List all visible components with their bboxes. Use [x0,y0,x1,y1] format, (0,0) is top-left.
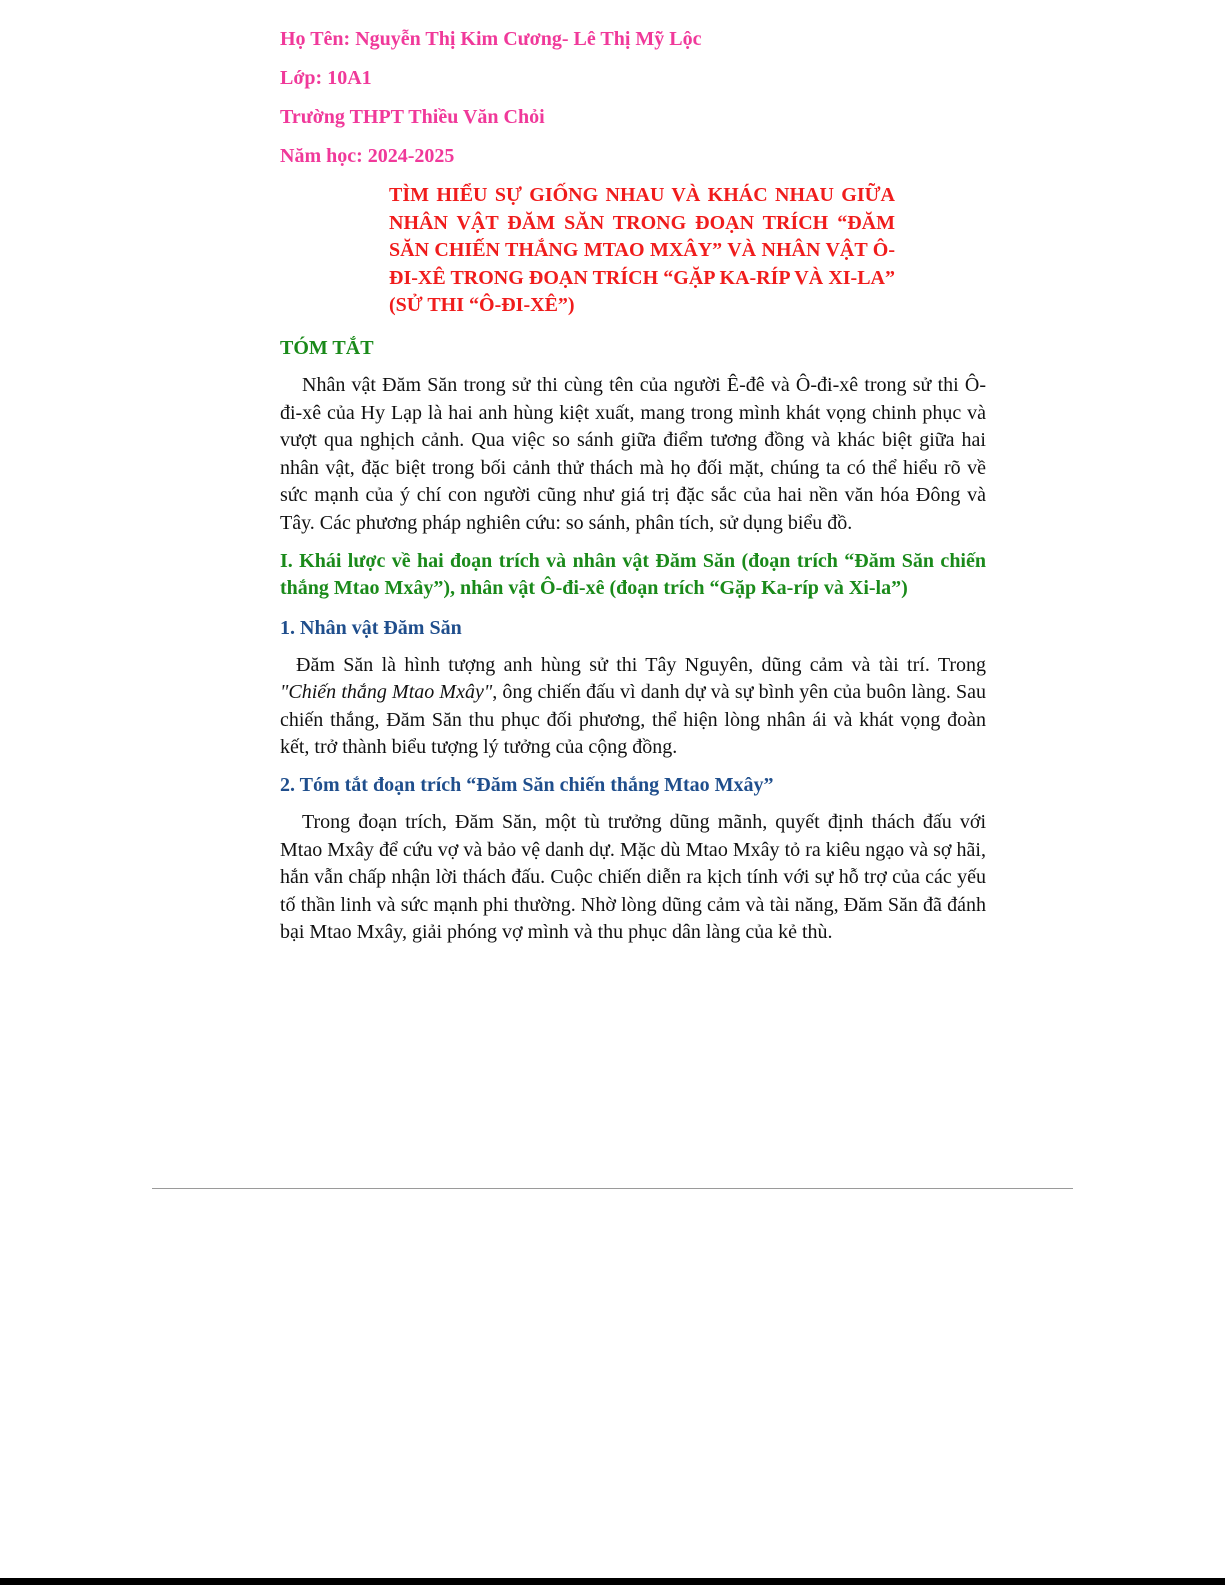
subsection-1-paragraph [280,652,986,762]
subsection-1-heading: 1. Nhân vật Đăm Săn [280,616,462,639]
class-line: Lớp: 10A1 [280,67,372,89]
bottom-border [0,1578,1225,1585]
school-line: Trường THPT Thiều Văn Chỏi [280,106,545,128]
section-1-heading: I. Khái lược về hai đoạn trích và nhân vật Đăm Săn (đoạn trích “Đăm Săn chiến thắng Mtao Mxây”), nhân vật Ô-đi-xê (đoạn trích “Gặp Ka-ríp và Xi-la”) [280,549,986,600]
work-title-italic: "Chiến thắng Mtao Mxây" [280,681,493,704]
subsection-2-paragraph: Trong đoạn trích, Đăm Săn, một tù trưởng dũng mãnh, quyết định thách đấu với Mtao Mxây để cứu vợ và bảo vệ danh dự. Mặc dù Mtao Mxây tỏ ra kiêu ngạo và sợ hãi, hắn vẫn chấp nhận lời thách đấu. Cuộc chiến diễn ra kịch tính với sự hỗ trợ của các yếu tố thần linh và sức mạnh phi thường. Nhờ lòng dũng cảm và tài năng, Đăm Săn đã đánh bại Mtao Mxây, giải phóng vợ mình và thu phục dân làng của kẻ thù. [280,810,986,944]
paragraph-text-end: , ông chiến đấu vì danh dự và sự bình yên của buôn làng. Sau chiến thắng, Đăm Săn thu phục đối phương, thể hiện lòng nhân ái và khát vọng đoàn kết, trở thành biểu tượng lý tưởng của cộng đồng. [280,681,986,759]
document-title: TÌM HIỂU SỰ GIỐNG NHAU VÀ KHÁC NHAU GIỮA NHÂN VẬT ĐĂM SĂN TRONG ĐOẠN TRÍCH “ĐĂM SĂN CHIẾN THẮNG MTAO MXÂY” VÀ NHÂN VẬT Ô-ĐI-XÊ TRONG ĐOẠN TRÍCH “GẶP KA-RÍP VÀ XI-LA” (SỬ THI “Ô-ĐI-XÊ”) [389,184,895,317]
paragraph-text-start: Đăm Săn là hình tượng anh hùng sử thi Tây Nguyên, dũng cảm và tài trí. Trong [296,653,986,676]
author-names: Họ Tên: Nguyễn Thị Kim Cương- Lê Thị Mỹ Lộc [280,28,702,50]
page-content [280,26,986,957]
summary-heading: TÓM TẮT [280,336,374,359]
page-divider [152,1188,1073,1189]
school-year-line: Năm học: 2024-2025 [280,145,455,167]
summary-paragraph: Nhân vật Đăm Săn trong sử thi cùng tên của người Ê-đê và Ô-đi-xê trong sử thi Ô-đi-xê của Hy Lạp là hai anh hùng kiệt xuất, mang trong mình khát vọng chinh phục và vượt qua nghịch cảnh. Qua việc so sánh giữa điểm tương đồng và khác biệt giữa hai nhân vật, đặc biệt trong bối cảnh thử thách mà họ đối mặt, chúng ta có thể hiểu rõ về sức mạnh của ý chí con người cũng như giá trị đặc sắc của hai nền văn hóa Đông và Tây. Các phương pháp nghiên cứu: so sánh, phân tích, sử dụng biểu đồ. [280,373,986,534]
subsection-2-heading: 2. Tóm tắt đoạn trích “Đăm Săn chiến thắng Mtao Mxây” [280,773,774,796]
